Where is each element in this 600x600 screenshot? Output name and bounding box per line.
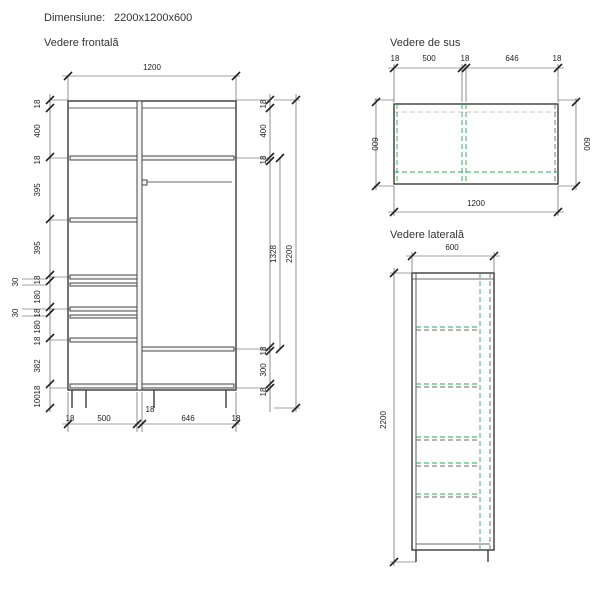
front-right-label-4: 18 [259,346,268,356]
front-left-label-11: 382 [33,359,42,373]
front-bottom-label-5: 18 [231,414,241,423]
front-total-height-label: 2200 [285,245,294,263]
top-view [370,54,591,216]
front-right-shelf-1 [142,156,234,160]
front-left-shelf-3 [70,275,137,279]
side-view [379,243,500,566]
front-left-label-12: 18 [33,385,42,395]
dimensions-value: 2200x1200x600 [114,12,193,24]
front-right-shelf-2 [142,347,234,351]
front-view-title: Vedere frontală [44,37,119,49]
front-right-label-2: 400 [259,124,268,138]
front-left-shelf-1 [70,156,137,160]
front-rail-bracket [142,180,147,185]
front-left-label-3: 18 [33,155,42,165]
front-bottom-label-1: 18 [65,414,75,423]
front-bottom-label-4: 646 [181,414,195,423]
front-right-label-6: 18 [259,387,268,397]
dimensions-label: Dimensiune: [44,12,106,24]
front-door-height-label: 1328 [269,245,278,263]
front-width-label: 1200 [143,63,161,72]
top-width-label-2: 500 [422,54,436,63]
front-left-drawer-top [70,283,137,286]
front-left-label-7: 180 [33,290,42,304]
front-right-label-1: 18 [259,99,268,109]
front-left-label-9: 180 [33,320,42,334]
front-left-bottom [70,384,137,388]
front-left-outer-label-2: 30 [11,308,20,318]
top-view-title: Vedere de sus [390,37,461,49]
side-height-label: 2200 [379,411,388,429]
front-left-label-10: 18 [33,336,42,346]
top-total-width-label: 1200 [467,199,485,208]
front-left-outer-label-1: 30 [11,277,20,287]
front-left-label-5: 395 [33,241,42,255]
side-view-title: Vedere laterală [390,229,464,241]
front-left-shelf-5 [70,338,137,342]
front-center-divider [137,101,142,390]
top-depth-left-label: 600 [370,137,379,151]
front-left-label-2: 400 [33,124,42,138]
side-cabinet-outline [412,273,494,550]
front-left-shelf-4 [70,307,137,311]
front-right-label-5: 300 [259,363,268,377]
front-right-label-3: 18 [259,155,268,165]
top-width-label-3: 18 [460,54,470,63]
front-left-label-13: 100 [33,394,42,408]
side-depth-label: 600 [445,243,459,252]
front-left-label-4: 395 [33,183,42,197]
front-left-drawer-mid [70,315,137,318]
front-view [11,63,300,432]
top-depth-right-label: 600 [582,137,591,151]
top-width-label-4: 646 [505,54,519,63]
front-left-label-8: 18 [33,308,42,318]
front-bottom-label-2: 500 [97,414,111,423]
front-left-label-6: 18 [33,275,42,285]
front-left-label-1: 18 [33,99,42,109]
front-bottom-label-3: 18 [145,405,155,414]
top-width-label-5: 18 [552,54,562,63]
front-left-shelf-2 [70,218,137,222]
front-right-bottom [142,384,234,388]
top-width-label-1: 18 [390,54,400,63]
